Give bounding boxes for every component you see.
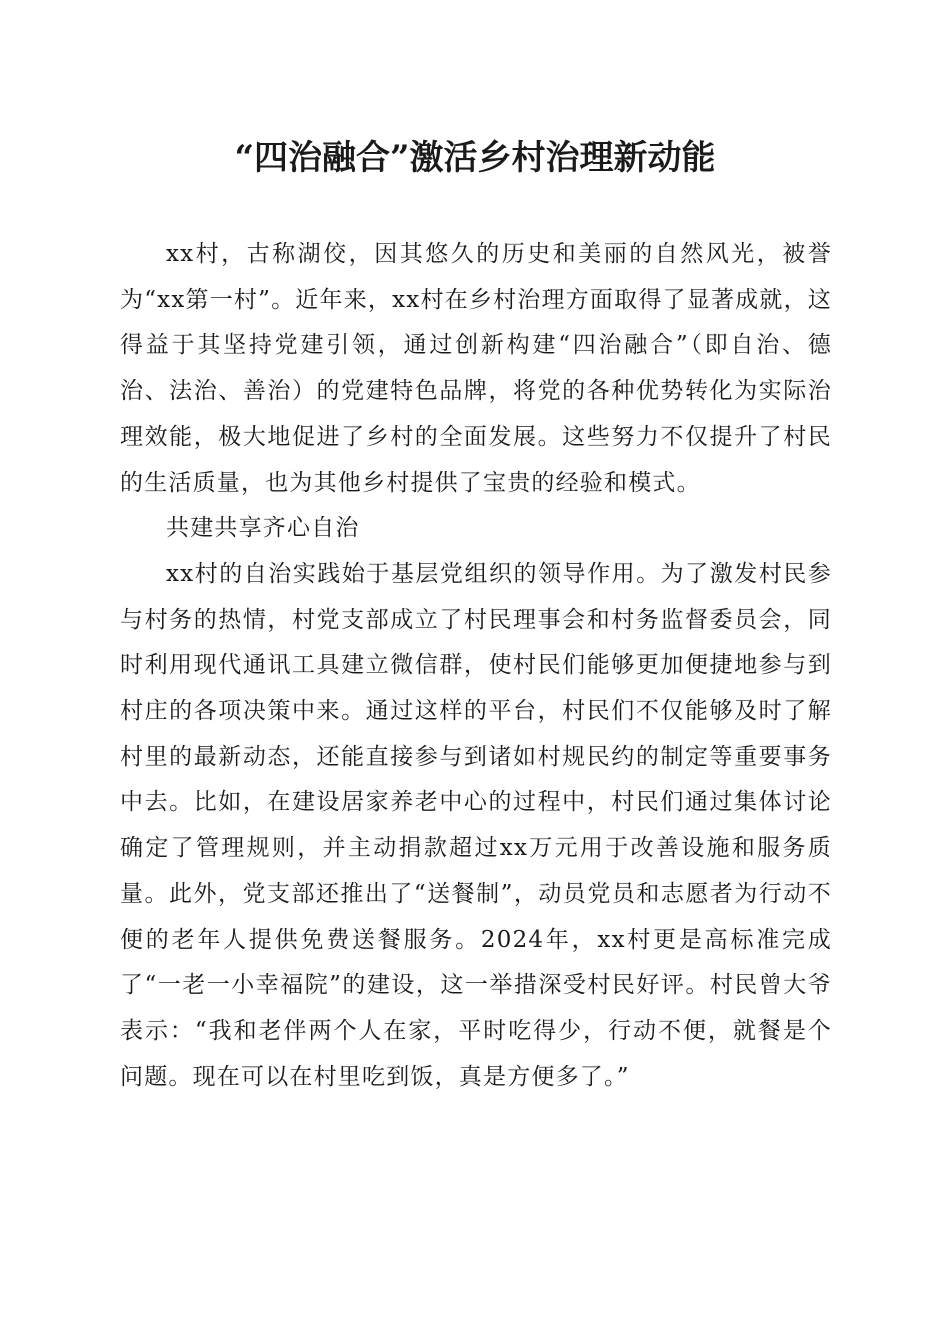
section-heading: 共建共享齐心自治: [166, 515, 360, 542]
section-paragraph: xx村的自治实践始于基层党组织的领导作用。为了激发村民参与村务的热情，村党支部成立了村民理事会和村务监督委员会，同时利用现代通讯工具建立微信群，使村民们能够更加便捷地参与到村庄的各项决策中来。通过这样的平台，村民们不仅能够及时了解村里的最新动态，还能直接参与到诸如村规民约的制定等重要事务中去。比如，在建设居家养老中心的过程中，村民们通过集体讨论确定了管理规则，并主动捐款超过xx万元用于改善设施和服务质量。此外，党支部还推出了“送餐制”，动员党员和志愿者为行动不便的老年人提供免费送餐服务。2024年，xx村更是高标准完成了“一老一小幸福院”的建设，这一举措深受村民好评。村民曾大爷表示：“我和老伴两个人在家，平时吃得少，行动不便，就餐是个问题。现在可以在村里吃到饭，真是方便多了。”: [120, 560, 832, 1090]
document-body: [120, 232, 832, 1100]
document-title: “四治融合”激活乡村治理新动能: [234, 138, 716, 178]
intro-paragraph: xx村，古称湖佼，因其悠久的历史和美丽的自然风光，被誉为“xx第一村”。近年来，xx村在乡村治理方面取得了显著成就，这得益于其坚持党建引领，通过创新构建“四治融合”（即自治、德治、法治、善治）的党建特色品牌，将党的各种优势转化为实际治理效能，极大地促进了乡村的全面发展。这些努力不仅提升了村民的生活质量，也为其他乡村提供了宝贵的经验和模式。: [120, 241, 832, 496]
